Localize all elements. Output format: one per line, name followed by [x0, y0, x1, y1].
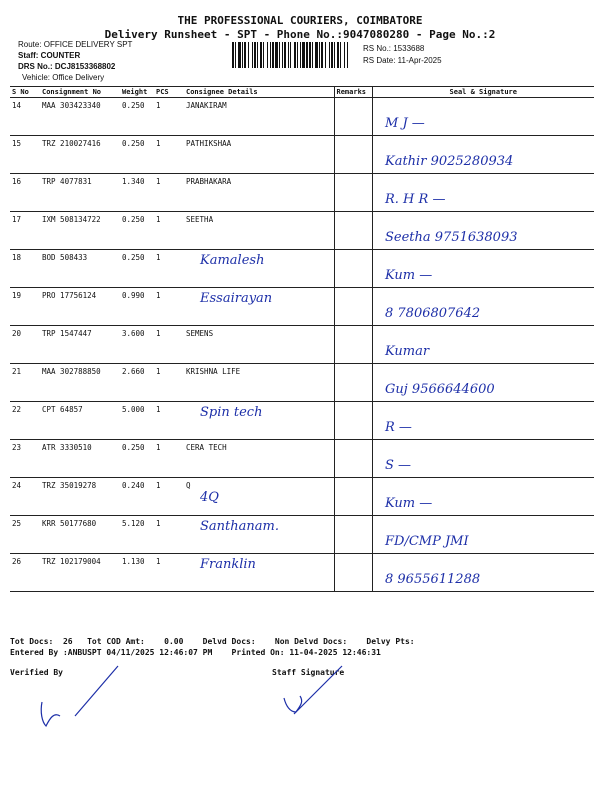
barcode-bar — [267, 42, 268, 68]
row-sno: 26 — [10, 554, 40, 592]
table-row — [10, 326, 594, 364]
row-signature: Kum — — [385, 268, 433, 283]
barcode-bar — [290, 42, 291, 68]
row-weight: 0.250 — [120, 440, 154, 478]
row-pcs: 1 — [154, 136, 184, 174]
row-signature: R. H R — — [385, 192, 446, 207]
table-header — [10, 87, 594, 98]
col-consignee: Consignee Details — [184, 87, 334, 98]
drs-number: DRS No.: DCJ8153368802 — [18, 62, 116, 71]
staff: Staff: COUNTER — [18, 51, 81, 60]
row-consignee-name: KRISHNA LIFE — [186, 367, 241, 376]
barcode-bar — [325, 42, 326, 68]
verified-signature-mark — [30, 660, 120, 730]
row-sno: 16 — [10, 174, 40, 212]
barcode-bar — [244, 42, 246, 68]
row-consignee — [184, 326, 334, 364]
row-sno: 17 — [10, 212, 40, 250]
row-consignee — [184, 250, 334, 288]
row-remarks — [334, 288, 372, 326]
table-row — [10, 516, 594, 554]
barcode-bar — [275, 42, 278, 68]
barcode-bar — [252, 42, 253, 68]
row-consignment-no: TRZ 102179004 — [40, 554, 120, 592]
row-consignee — [184, 174, 334, 212]
row-consignment-no: TRZ 210027416 — [40, 136, 120, 174]
barcode-bar — [254, 42, 256, 68]
table-row — [10, 250, 594, 288]
row-sno: 18 — [10, 250, 40, 288]
row-consignment-no: MAA 303423340 — [40, 98, 120, 136]
row-signature: 8 7806807642 — [385, 306, 481, 321]
route: Route: OFFICE DELIVERY SPT — [18, 40, 133, 49]
row-remarks — [334, 212, 372, 250]
col-remarks: Remarks — [334, 87, 372, 98]
footer-totals: Tot Docs: 26 Tot COD Amt: 0.00 Delvd Docs: Non Delvd Docs: Delvy Pts: — [10, 637, 415, 646]
row-weight: 1.130 — [120, 554, 154, 592]
row-consignee-name: SEETHA — [186, 215, 214, 224]
row-consignee-name: CERA TECH — [186, 443, 227, 452]
table-row — [10, 288, 594, 326]
row-pcs: 1 — [154, 288, 184, 326]
staff-signature-mark — [270, 662, 350, 722]
row-remarks — [334, 440, 372, 478]
row-pcs: 1 — [154, 212, 184, 250]
row-consignee — [184, 554, 334, 592]
row-weight: 2.660 — [120, 364, 154, 402]
table-row — [10, 402, 594, 440]
row-remarks — [334, 98, 372, 136]
row-signature: Guj 9566644600 — [385, 382, 495, 397]
row-weight: 0.250 — [120, 250, 154, 288]
row-consignee — [184, 402, 334, 440]
barcode-bar — [302, 42, 305, 68]
barcode-bar — [344, 42, 345, 68]
row-sno: 22 — [10, 402, 40, 440]
row-consignee-handwritten: Spin tech — [200, 405, 263, 420]
barcode-bar — [319, 42, 320, 68]
row-pcs: 1 — [154, 174, 184, 212]
row-signature: Kumar — [385, 344, 430, 359]
barcode-bar — [306, 42, 308, 68]
row-weight: 0.250 — [120, 212, 154, 250]
row-consignee — [184, 478, 334, 516]
row-consignee-handwritten: 4Q — [200, 490, 219, 505]
row-consignee — [184, 516, 334, 554]
row-consignee-handwritten: Franklin — [200, 557, 256, 572]
row-remarks — [334, 516, 372, 554]
row-consignment-no: IXM 508134722 — [40, 212, 120, 250]
barcode-bar — [297, 42, 298, 68]
row-sno: 14 — [10, 98, 40, 136]
row-consignment-no: TRP 1547447 — [40, 326, 120, 364]
row-pcs: 1 — [154, 554, 184, 592]
company-title: THE PROFESSIONAL COURIERS, COIMBATORE — [177, 14, 423, 27]
table-row — [10, 554, 594, 592]
table-row — [10, 440, 594, 478]
row-weight: 5.120 — [120, 516, 154, 554]
barcode-bar — [284, 42, 286, 68]
row-sno: 21 — [10, 364, 40, 402]
barcode-bar — [282, 42, 283, 68]
row-sno: 25 — [10, 516, 40, 554]
table-row — [10, 478, 594, 516]
barcode-bar — [329, 42, 330, 68]
row-consignment-no: CPT 64857 — [40, 402, 120, 440]
staff-signature-label: Staff Signature — [272, 668, 345, 677]
row-weight: 0.250 — [120, 98, 154, 136]
barcode-bar — [312, 42, 313, 68]
row-pcs: 1 — [154, 364, 184, 402]
row-consignment-no: KRR 50177680 — [40, 516, 120, 554]
row-remarks — [334, 402, 372, 440]
row-signature: Kum — — [385, 496, 433, 511]
barcode-bar — [257, 42, 258, 68]
row-signature: FD/CMP JMI — [385, 534, 469, 549]
row-consignee-handwritten: Essairayan — [200, 291, 273, 306]
barcode-bar — [248, 42, 249, 68]
rs-date: RS Date: 11-Apr-2025 — [363, 56, 442, 65]
row-consignee-name: PRABHAKARA — [186, 177, 232, 186]
col-signature: Seal & Signature — [372, 87, 594, 98]
row-pcs: 1 — [154, 326, 184, 364]
row-pcs: 1 — [154, 402, 184, 440]
table-row — [10, 98, 594, 136]
row-pcs: 1 — [154, 516, 184, 554]
row-pcs: 1 — [154, 98, 184, 136]
row-consignment-no: ATR 3330510 — [40, 440, 120, 478]
barcode-bar — [309, 42, 311, 68]
barcode-bar — [232, 42, 234, 68]
row-weight: 1.340 — [120, 174, 154, 212]
row-remarks — [334, 364, 372, 402]
row-remarks — [334, 478, 372, 516]
row-weight: 0.990 — [120, 288, 154, 326]
barcode-bar — [270, 42, 271, 68]
row-remarks — [334, 136, 372, 174]
table-row — [10, 364, 594, 402]
col-pcs: PCS — [154, 87, 184, 98]
barcode-bar — [294, 42, 296, 68]
barcode-bar — [337, 42, 339, 68]
runsheet-title: Delivery Runsheet - SPT - Phone No.:9047080280 - Page No.:2 — [104, 28, 496, 41]
row-consignee — [184, 98, 334, 136]
row-remarks — [334, 554, 372, 592]
barcode-bar — [321, 42, 323, 68]
rs-number: RS No.: 1533688 — [363, 44, 425, 53]
row-pcs: 1 — [154, 440, 184, 478]
vehicle: Vehicle: Office Delivery — [22, 73, 105, 82]
row-signature: Seetha 9751638093 — [385, 230, 518, 245]
row-weight: 0.240 — [120, 478, 154, 516]
barcode-bar — [238, 42, 241, 68]
row-signature: Kathir 9025280934 — [385, 154, 514, 169]
row-consignee — [184, 212, 334, 250]
row-consignee — [184, 440, 334, 478]
row-pcs: 1 — [154, 478, 184, 516]
row-consignment-no: TRP 4077831 — [40, 174, 120, 212]
barcode-bar — [242, 42, 243, 68]
row-consignment-no: BOD 508433 — [40, 250, 120, 288]
barcode-bar — [331, 42, 333, 68]
row-remarks — [334, 174, 372, 212]
row-signature: M J — — [385, 116, 425, 131]
row-consignee — [184, 136, 334, 174]
row-sno: 23 — [10, 440, 40, 478]
footer-entered: Entered By :ANBUSPT 04/11/2025 12:46:07 PM Printed On: 11-04-2025 12:46:31 — [10, 648, 381, 657]
barcode — [232, 42, 348, 68]
row-pcs: 1 — [154, 250, 184, 288]
row-remarks — [334, 250, 372, 288]
row-consignee-name: Q — [186, 481, 191, 490]
row-signature: S — — [385, 458, 412, 473]
row-consignee — [184, 364, 334, 402]
row-weight: 0.250 — [120, 136, 154, 174]
col-consignment: Consignment No — [40, 87, 120, 98]
row-sno: 24 — [10, 478, 40, 516]
row-consignee — [184, 288, 334, 326]
row-sno: 19 — [10, 288, 40, 326]
barcode-bar — [340, 42, 341, 68]
row-sno: 15 — [10, 136, 40, 174]
col-weight: Weight — [120, 87, 154, 98]
barcode-bar — [347, 42, 348, 68]
verified-by-label: Verified By — [10, 668, 63, 677]
row-consignee-name: SEMENS — [186, 329, 214, 338]
row-signature: R — — [385, 420, 412, 435]
row-signature: 8 9655611288 — [385, 572, 481, 587]
row-remarks — [334, 326, 372, 364]
row-consignee-name: PATHIKSHAA — [186, 139, 232, 148]
col-sno: S No — [10, 87, 40, 98]
barcode-bar — [260, 42, 262, 68]
row-weight: 3.600 — [120, 326, 154, 364]
row-sno: 20 — [10, 326, 40, 364]
row-consignee-handwritten: Kamalesh — [200, 253, 265, 268]
row-consignee-name: JANAKIRAM — [186, 101, 227, 110]
table-row — [10, 174, 594, 212]
barcode-bar — [288, 42, 289, 68]
row-consignment-no: PRO 17756124 — [40, 288, 120, 326]
row-weight: 5.000 — [120, 402, 154, 440]
row-consignment-no: TRZ 35019278 — [40, 478, 120, 516]
barcode-bar — [300, 42, 301, 68]
row-consignee-handwritten: Santhanam. — [200, 519, 279, 534]
barcode-bar — [334, 42, 335, 68]
barcode-bar — [272, 42, 274, 68]
barcode-bar — [263, 42, 264, 68]
barcode-bar — [279, 42, 280, 68]
barcode-bar — [235, 42, 236, 68]
row-consignment-no: MAA 302788850 — [40, 364, 120, 402]
barcode-bar — [315, 42, 318, 68]
